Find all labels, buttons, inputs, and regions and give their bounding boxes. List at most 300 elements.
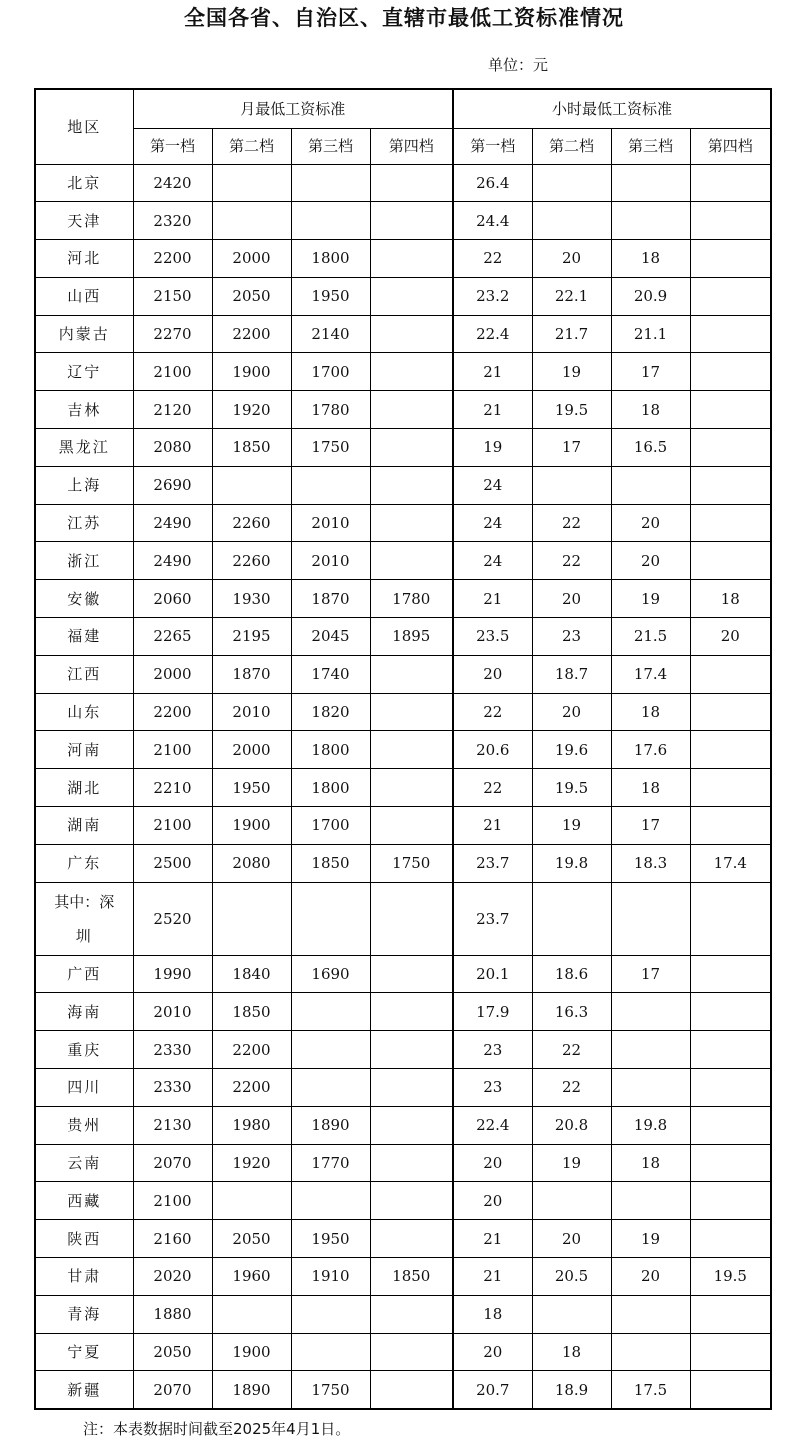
hourly-tier-3-cell: 18: [611, 1144, 690, 1182]
hourly-tier-3-cell: 21.5: [611, 618, 690, 656]
table-row: [35, 618, 771, 656]
hourly-tier-1-cell: 21: [453, 353, 532, 391]
region-cell: 甘肃: [35, 1258, 133, 1296]
hourly-tier-3-cell: 17.5: [611, 1371, 690, 1409]
monthly-tier-2-cell: 2080: [212, 844, 291, 882]
monthly-tier-4-cell: [370, 993, 453, 1031]
hourly-tier-1-cell: 22.4: [453, 1106, 532, 1144]
hourly-tier-1-cell: 23.2: [453, 277, 532, 315]
hourly-tier-1-cell: 24: [453, 504, 532, 542]
monthly-tier-3-cell: 1870: [291, 580, 370, 618]
hourly-tier-2-cell: 22: [532, 504, 611, 542]
hourly-tier-1-cell: 20: [453, 1333, 532, 1371]
region-cell: 贵州: [35, 1106, 133, 1144]
monthly-tier-2-cell: 1850: [212, 429, 291, 467]
monthly-tier-4-cell: [370, 693, 453, 731]
table-row: [35, 466, 771, 504]
hourly-tier-1-cell: 21: [453, 1220, 532, 1258]
header-hourly: 小时最低工资标准: [453, 89, 771, 128]
monthly-tier-1-cell: 2100: [133, 1182, 212, 1220]
monthly-tier-2-cell: 2010: [212, 693, 291, 731]
table-body: [35, 164, 771, 1409]
monthly-tier-2-cell: 1840: [212, 955, 291, 993]
header-row-groups: [35, 89, 771, 128]
table-row: [35, 1069, 771, 1107]
hourly-tier-3-cell: [611, 202, 690, 240]
monthly-tier-2-cell: 1900: [212, 807, 291, 845]
hourly-tier-2-cell: 22: [532, 1069, 611, 1107]
hourly-tier-4-cell: [690, 1031, 771, 1069]
hourly-tier-2-cell: 20: [532, 1220, 611, 1258]
hourly-tier-3-cell: [611, 1031, 690, 1069]
monthly-tier-1-cell: 2000: [133, 655, 212, 693]
table-row: [35, 429, 771, 467]
hourly-tier-3-cell: [611, 466, 690, 504]
monthly-tier-1-cell: 2200: [133, 240, 212, 278]
monthly-tier-4-cell: [370, 1220, 453, 1258]
hourly-tier-2-cell: 20: [532, 693, 611, 731]
region-cell: 吉林: [35, 391, 133, 429]
min-wage-table: [34, 88, 772, 1410]
monthly-tier-3-cell: 1890: [291, 1106, 370, 1144]
monthly-tier-3-cell: 1750: [291, 1371, 370, 1409]
monthly-tier-4-cell: 1780: [370, 580, 453, 618]
hourly-tier-2-cell: 19: [532, 353, 611, 391]
monthly-tier-2-cell: 2200: [212, 315, 291, 353]
hourly-tier-4-cell: [690, 240, 771, 278]
hourly-tier-1-cell: 21: [453, 1258, 532, 1296]
region-cell: 云南: [35, 1144, 133, 1182]
table-row: [35, 955, 771, 993]
monthly-tier-3-cell: 1910: [291, 1258, 370, 1296]
hourly-tier-4-cell: [690, 1371, 771, 1409]
region-cell: 广东: [35, 844, 133, 882]
hourly-tier-2-cell: 19.5: [532, 391, 611, 429]
table-row: [35, 1144, 771, 1182]
monthly-tier-4-cell: [370, 1106, 453, 1144]
hourly-tier-1-cell: 20: [453, 1144, 532, 1182]
hourly-tier-3-cell: 17.4: [611, 655, 690, 693]
region-cell: 山东: [35, 693, 133, 731]
hourly-tier-3-cell: 17: [611, 353, 690, 391]
hourly-tier-2-cell: [532, 164, 611, 202]
hourly-tier-4-cell: 17.4: [690, 844, 771, 882]
region-cell: 湖北: [35, 769, 133, 807]
hourly-tier-2-cell: 19.5: [532, 769, 611, 807]
monthly-tier-3-cell: 2010: [291, 504, 370, 542]
hourly-tier-2-cell: 19.6: [532, 731, 611, 769]
monthly-tier-2-cell: [212, 202, 291, 240]
monthly-tier-3-cell: 2140: [291, 315, 370, 353]
monthly-tier-4-cell: 1895: [370, 618, 453, 656]
hourly-tier-1-cell: 24.4: [453, 202, 532, 240]
hourly-tier-4-cell: [690, 542, 771, 580]
monthly-tier-3-cell: [291, 466, 370, 504]
hourly-tier-3-cell: 21.1: [611, 315, 690, 353]
hourly-tier-4-cell: 18: [690, 580, 771, 618]
hourly-tier-4-cell: [690, 731, 771, 769]
region-cell: 安徽: [35, 580, 133, 618]
hourly-tier-1-cell: 23.7: [453, 882, 532, 955]
monthly-tier-2-cell: 2200: [212, 1069, 291, 1107]
table-row: [35, 1295, 771, 1333]
monthly-tier-1-cell: 2120: [133, 391, 212, 429]
monthly-tier-3-cell: 1700: [291, 353, 370, 391]
monthly-tier-2-cell: 1960: [212, 1258, 291, 1296]
region-cell: 江西: [35, 655, 133, 693]
header-hourly-tier-2: 第二档: [532, 128, 611, 164]
monthly-tier-1-cell: 2320: [133, 202, 212, 240]
hourly-tier-4-cell: [690, 1333, 771, 1371]
hourly-tier-4-cell: [690, 1295, 771, 1333]
hourly-tier-2-cell: [532, 1295, 611, 1333]
monthly-tier-4-cell: [370, 1144, 453, 1182]
monthly-tier-3-cell: 1950: [291, 1220, 370, 1258]
header-monthly-tier-2: 第二档: [212, 128, 291, 164]
monthly-tier-2-cell: 2050: [212, 277, 291, 315]
monthly-tier-1-cell: 2080: [133, 429, 212, 467]
hourly-tier-1-cell: 17.9: [453, 993, 532, 1031]
monthly-tier-2-cell: 1950: [212, 769, 291, 807]
monthly-tier-1-cell: 1990: [133, 955, 212, 993]
monthly-tier-1-cell: 1880: [133, 1295, 212, 1333]
monthly-tier-1-cell: 2490: [133, 504, 212, 542]
table-row: [35, 1031, 771, 1069]
monthly-tier-1-cell: 2020: [133, 1258, 212, 1296]
region-cell: 海南: [35, 993, 133, 1031]
hourly-tier-4-cell: [690, 1182, 771, 1220]
table-row: [35, 1106, 771, 1144]
monthly-tier-4-cell: [370, 429, 453, 467]
hourly-tier-3-cell: 20: [611, 542, 690, 580]
monthly-tier-1-cell: 2520: [133, 882, 212, 955]
region-cell: 广西: [35, 955, 133, 993]
monthly-tier-4-cell: [370, 315, 453, 353]
hourly-tier-3-cell: [611, 1333, 690, 1371]
monthly-tier-3-cell: 2045: [291, 618, 370, 656]
hourly-tier-4-cell: [690, 353, 771, 391]
region-cell: 湖南: [35, 807, 133, 845]
hourly-tier-2-cell: 19: [532, 807, 611, 845]
table-row: [35, 882, 771, 955]
hourly-tier-4-cell: [690, 693, 771, 731]
hourly-tier-4-cell: [690, 466, 771, 504]
hourly-tier-2-cell: 22.1: [532, 277, 611, 315]
monthly-tier-2-cell: [212, 164, 291, 202]
hourly-tier-1-cell: 20: [453, 655, 532, 693]
monthly-tier-3-cell: [291, 1069, 370, 1107]
monthly-tier-3-cell: 1820: [291, 693, 370, 731]
hourly-tier-4-cell: [690, 429, 771, 467]
monthly-tier-4-cell: [370, 504, 453, 542]
hourly-tier-2-cell: 20.8: [532, 1106, 611, 1144]
table-row: [35, 1258, 771, 1296]
monthly-tier-4-cell: [370, 731, 453, 769]
monthly-tier-2-cell: 2260: [212, 504, 291, 542]
table-row: [35, 1220, 771, 1258]
hourly-tier-3-cell: [611, 882, 690, 955]
hourly-tier-2-cell: 20.5: [532, 1258, 611, 1296]
monthly-tier-3-cell: 1770: [291, 1144, 370, 1182]
hourly-tier-1-cell: 21: [453, 580, 532, 618]
region-cell: 福建: [35, 618, 133, 656]
header-hourly-tier-1: 第一档: [453, 128, 532, 164]
monthly-tier-3-cell: [291, 1182, 370, 1220]
hourly-tier-1-cell: 23: [453, 1031, 532, 1069]
hourly-tier-3-cell: 18: [611, 693, 690, 731]
monthly-tier-1-cell: 2210: [133, 769, 212, 807]
hourly-tier-1-cell: 22: [453, 769, 532, 807]
monthly-tier-4-cell: [370, 1333, 453, 1371]
monthly-tier-4-cell: [370, 1069, 453, 1107]
monthly-tier-2-cell: 1870: [212, 655, 291, 693]
monthly-tier-1-cell: 2100: [133, 353, 212, 391]
region-cell: 黑龙江: [35, 429, 133, 467]
header-monthly-tier-1: 第一档: [133, 128, 212, 164]
region-label-line: 其中：深: [54, 892, 115, 911]
monthly-tier-2-cell: 1900: [212, 353, 291, 391]
monthly-tier-4-cell: [370, 353, 453, 391]
hourly-tier-3-cell: [611, 1069, 690, 1107]
hourly-tier-1-cell: 22.4: [453, 315, 532, 353]
hourly-tier-1-cell: 20: [453, 1182, 532, 1220]
table-row: [35, 164, 771, 202]
monthly-tier-4-cell: [370, 202, 453, 240]
region-cell: 内蒙古: [35, 315, 133, 353]
table-row: [35, 769, 771, 807]
table-row: [35, 240, 771, 278]
hourly-tier-3-cell: [611, 993, 690, 1031]
hourly-tier-4-cell: [690, 1220, 771, 1258]
hourly-tier-3-cell: 19: [611, 1220, 690, 1258]
monthly-tier-4-cell: [370, 955, 453, 993]
hourly-tier-1-cell: 23.5: [453, 618, 532, 656]
monthly-tier-4-cell: [370, 1031, 453, 1069]
monthly-tier-1-cell: 2060: [133, 580, 212, 618]
region-cell: [35, 882, 133, 955]
hourly-tier-1-cell: 20.1: [453, 955, 532, 993]
region-cell: 西藏: [35, 1182, 133, 1220]
monthly-tier-3-cell: 1800: [291, 769, 370, 807]
monthly-tier-4-cell: 1850: [370, 1258, 453, 1296]
table-row: [35, 1333, 771, 1371]
monthly-tier-2-cell: 1920: [212, 1144, 291, 1182]
monthly-tier-1-cell: 2490: [133, 542, 212, 580]
monthly-tier-3-cell: 1700: [291, 807, 370, 845]
monthly-tier-3-cell: 1780: [291, 391, 370, 429]
hourly-tier-4-cell: 20: [690, 618, 771, 656]
hourly-tier-4-cell: [690, 315, 771, 353]
hourly-tier-3-cell: 16.5: [611, 429, 690, 467]
hourly-tier-4-cell: [690, 202, 771, 240]
hourly-tier-3-cell: 17.6: [611, 731, 690, 769]
monthly-tier-3-cell: 2010: [291, 542, 370, 580]
hourly-tier-4-cell: [690, 1106, 771, 1144]
table-row: [35, 993, 771, 1031]
hourly-tier-2-cell: 17: [532, 429, 611, 467]
hourly-tier-1-cell: 19: [453, 429, 532, 467]
monthly-tier-3-cell: 1950: [291, 277, 370, 315]
monthly-tier-1-cell: 2010: [133, 993, 212, 1031]
hourly-tier-2-cell: 18: [532, 1333, 611, 1371]
table-row: [35, 391, 771, 429]
hourly-tier-1-cell: 20.7: [453, 1371, 532, 1409]
hourly-tier-3-cell: 17: [611, 807, 690, 845]
monthly-tier-1-cell: 2070: [133, 1144, 212, 1182]
monthly-tier-3-cell: 1800: [291, 731, 370, 769]
monthly-tier-3-cell: [291, 993, 370, 1031]
hourly-tier-4-cell: [690, 655, 771, 693]
monthly-tier-2-cell: [212, 1295, 291, 1333]
monthly-tier-1-cell: 2690: [133, 466, 212, 504]
hourly-tier-1-cell: 21: [453, 807, 532, 845]
monthly-tier-4-cell: [370, 1371, 453, 1409]
monthly-tier-4-cell: [370, 769, 453, 807]
region-cell: 天津: [35, 202, 133, 240]
monthly-tier-1-cell: 2100: [133, 731, 212, 769]
header-row-tiers: [35, 128, 771, 164]
monthly-tier-4-cell: [370, 164, 453, 202]
monthly-tier-2-cell: 1900: [212, 1333, 291, 1371]
monthly-tier-4-cell: [370, 277, 453, 315]
hourly-tier-1-cell: 24: [453, 542, 532, 580]
region-cell: 浙江: [35, 542, 133, 580]
region-cell: 辽宁: [35, 353, 133, 391]
hourly-tier-3-cell: 17: [611, 955, 690, 993]
hourly-tier-3-cell: [611, 1182, 690, 1220]
table-row: [35, 731, 771, 769]
hourly-tier-4-cell: [690, 807, 771, 845]
monthly-tier-1-cell: 2160: [133, 1220, 212, 1258]
hourly-tier-2-cell: 16.3: [532, 993, 611, 1031]
hourly-tier-1-cell: 21: [453, 391, 532, 429]
monthly-tier-3-cell: 1750: [291, 429, 370, 467]
monthly-tier-2-cell: 1930: [212, 580, 291, 618]
monthly-tier-2-cell: [212, 1182, 291, 1220]
hourly-tier-1-cell: 24: [453, 466, 532, 504]
table-row: [35, 315, 771, 353]
table-row: [35, 1371, 771, 1409]
hourly-tier-4-cell: [690, 164, 771, 202]
table-row: [35, 353, 771, 391]
region-cell: 上海: [35, 466, 133, 504]
hourly-tier-3-cell: 18.3: [611, 844, 690, 882]
region-cell: 新疆: [35, 1371, 133, 1409]
hourly-tier-2-cell: 19.8: [532, 844, 611, 882]
monthly-tier-2-cell: [212, 466, 291, 504]
hourly-tier-2-cell: 20: [532, 580, 611, 618]
monthly-tier-1-cell: 2070: [133, 1371, 212, 1409]
monthly-tier-3-cell: 1740: [291, 655, 370, 693]
monthly-tier-3-cell: [291, 164, 370, 202]
monthly-tier-2-cell: 2195: [212, 618, 291, 656]
monthly-tier-1-cell: 2330: [133, 1031, 212, 1069]
hourly-tier-2-cell: 20: [532, 240, 611, 278]
region-cell: 宁夏: [35, 1333, 133, 1371]
region-cell: 青海: [35, 1295, 133, 1333]
region-cell: 四川: [35, 1069, 133, 1107]
hourly-tier-4-cell: [690, 769, 771, 807]
monthly-tier-3-cell: [291, 1333, 370, 1371]
hourly-tier-2-cell: [532, 202, 611, 240]
hourly-tier-2-cell: 23: [532, 618, 611, 656]
hourly-tier-1-cell: 23.7: [453, 844, 532, 882]
hourly-tier-2-cell: [532, 882, 611, 955]
hourly-tier-1-cell: 26.4: [453, 164, 532, 202]
monthly-tier-4-cell: 1750: [370, 844, 453, 882]
hourly-tier-4-cell: [690, 955, 771, 993]
table-row: [35, 655, 771, 693]
hourly-tier-4-cell: [690, 882, 771, 955]
table-row: [35, 693, 771, 731]
hourly-tier-2-cell: 22: [532, 542, 611, 580]
monthly-tier-4-cell: [370, 882, 453, 955]
table-row: [35, 277, 771, 315]
monthly-tier-3-cell: 1800: [291, 240, 370, 278]
hourly-tier-4-cell: [690, 1144, 771, 1182]
monthly-tier-2-cell: 2000: [212, 240, 291, 278]
region-cell: 重庆: [35, 1031, 133, 1069]
monthly-tier-2-cell: 1980: [212, 1106, 291, 1144]
monthly-tier-3-cell: [291, 1031, 370, 1069]
monthly-tier-3-cell: [291, 1295, 370, 1333]
monthly-tier-3-cell: 1850: [291, 844, 370, 882]
hourly-tier-4-cell: [690, 504, 771, 542]
hourly-tier-3-cell: 18: [611, 240, 690, 278]
hourly-tier-3-cell: 20: [611, 1258, 690, 1296]
monthly-tier-2-cell: 1890: [212, 1371, 291, 1409]
monthly-tier-3-cell: [291, 882, 370, 955]
hourly-tier-2-cell: [532, 1182, 611, 1220]
table-row: [35, 504, 771, 542]
hourly-tier-2-cell: [532, 466, 611, 504]
monthly-tier-2-cell: 1920: [212, 391, 291, 429]
hourly-tier-4-cell: [690, 1069, 771, 1107]
monthly-tier-2-cell: 2050: [212, 1220, 291, 1258]
monthly-tier-1-cell: 2330: [133, 1069, 212, 1107]
region-cell: 山西: [35, 277, 133, 315]
table-row: [35, 844, 771, 882]
monthly-tier-2-cell: 2200: [212, 1031, 291, 1069]
hourly-tier-1-cell: 23: [453, 1069, 532, 1107]
monthly-tier-2-cell: 1850: [212, 993, 291, 1031]
table-row: [35, 202, 771, 240]
monthly-tier-1-cell: 2050: [133, 1333, 212, 1371]
hourly-tier-2-cell: 18.6: [532, 955, 611, 993]
hourly-tier-3-cell: 19.8: [611, 1106, 690, 1144]
monthly-tier-1-cell: 2150: [133, 277, 212, 315]
hourly-tier-2-cell: 19: [532, 1144, 611, 1182]
monthly-tier-3-cell: 1690: [291, 955, 370, 993]
hourly-tier-4-cell: 19.5: [690, 1258, 771, 1296]
header-monthly-tier-4: 第四档: [370, 128, 453, 164]
table-row: [35, 1182, 771, 1220]
hourly-tier-1-cell: 22: [453, 240, 532, 278]
monthly-tier-1-cell: 2270: [133, 315, 212, 353]
hourly-tier-3-cell: 18: [611, 391, 690, 429]
header-region: 地区: [35, 89, 133, 164]
table-row: [35, 807, 771, 845]
monthly-tier-4-cell: [370, 655, 453, 693]
monthly-tier-4-cell: [370, 542, 453, 580]
table-row: [35, 542, 771, 580]
hourly-tier-1-cell: 20.6: [453, 731, 532, 769]
monthly-tier-2-cell: 2260: [212, 542, 291, 580]
region-cell: 北京: [35, 164, 133, 202]
hourly-tier-2-cell: 18.9: [532, 1371, 611, 1409]
footnote: 注：本表数据时间截至2025年4月1日。: [83, 1420, 351, 1438]
hourly-tier-3-cell: 20.9: [611, 277, 690, 315]
